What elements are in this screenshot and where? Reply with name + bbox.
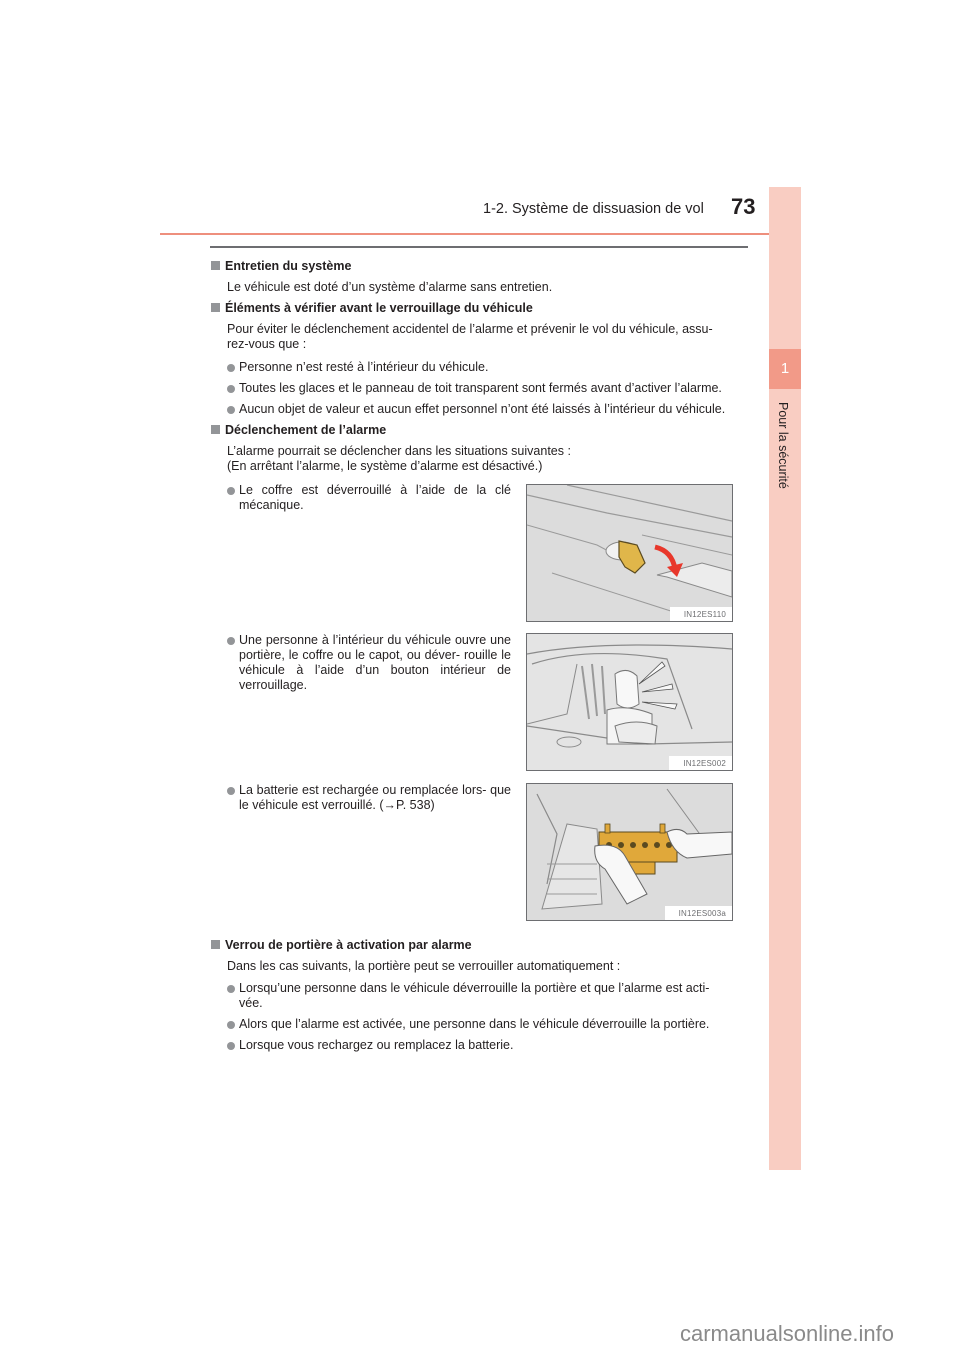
list-item-text: Lorsqu’une personne dans le véhicule déverrouille la portière et que l’alarme est acti- xyxy=(239,981,710,995)
round-bullet-icon xyxy=(227,1042,235,1050)
round-bullet-icon xyxy=(227,406,235,414)
list-item xyxy=(227,981,709,996)
list-item-text: Le coffre est déverrouillé à l’aide de la clé mécanique. xyxy=(239,483,511,512)
header-rule xyxy=(160,233,800,235)
paragraph: Le véhicule est doté d’un système d’alarme sans entretien. xyxy=(227,280,553,294)
chapter-side-tab xyxy=(769,187,801,1170)
list-item xyxy=(227,360,488,375)
list-item-continuation: vée. xyxy=(239,996,263,1010)
chapter-label: Pour la sécurité xyxy=(776,402,790,489)
list-item xyxy=(227,381,722,396)
square-bullet-icon xyxy=(211,261,220,270)
round-bullet-icon xyxy=(227,985,235,993)
figure-code: IN12ES110 xyxy=(670,607,732,621)
paragraph-line: rez-vous que : xyxy=(227,337,307,351)
chapter-number: 1 xyxy=(769,349,801,389)
heading-text: Éléments à vérifier avant le verrouillage du véhicule xyxy=(225,301,533,315)
heading-text: Verrou de portière à activation par alarme xyxy=(225,938,472,952)
section-title: 1-2. Système de dissuasion de vol xyxy=(483,201,704,217)
content-rule xyxy=(210,246,748,248)
trunk-lock-illustration xyxy=(527,485,732,621)
list-item-text: La batterie est rechargée ou remplacée lors- que le véhicule est verrouillé. (→P. 538) xyxy=(239,783,511,812)
heading-text: Déclenchement de l’alarme xyxy=(225,423,387,437)
list-item xyxy=(227,483,511,513)
list-item xyxy=(227,1038,513,1053)
round-bullet-icon xyxy=(227,385,235,393)
battery-illustration xyxy=(527,784,732,920)
section-heading-declenchement xyxy=(211,423,386,437)
heading-text: Entretien du système xyxy=(225,259,352,273)
round-bullet-icon xyxy=(227,487,235,495)
figure-code: IN12ES002 xyxy=(669,756,732,770)
list-item-text: Alors que l’alarme est activée, une personne dans le véhicule déverrouille la portière. xyxy=(239,1017,710,1031)
paragraph-line: Pour éviter le déclenchement accidentel de l’alarme et prévenir le vol du véhicule, assu- xyxy=(227,322,713,336)
section-heading-entretien xyxy=(211,259,351,273)
figure-battery-replacement xyxy=(526,783,733,921)
square-bullet-icon xyxy=(211,425,220,434)
list-item-text: Personne n’est resté à l’intérieur du véhicule. xyxy=(239,360,489,374)
figure-mechanical-key xyxy=(526,484,733,622)
list-item xyxy=(227,633,511,693)
list-item-text: Toutes les glaces et le panneau de toit transparent sont fermés avant d’activer l’alarme. xyxy=(239,381,722,395)
watermark: carmanualsonline.info xyxy=(680,1321,895,1346)
round-bullet-icon xyxy=(227,637,235,645)
square-bullet-icon xyxy=(211,303,220,312)
paragraph-line: (En arrêtant l’alarme, le système d’alarme est désactivé.) xyxy=(227,459,543,473)
round-bullet-icon xyxy=(227,1021,235,1029)
car-door-illustration xyxy=(527,634,732,770)
figure-person-opening-door xyxy=(526,633,733,771)
paragraph: Dans les cas suivants, la portière peut se verrouiller automatiquement : xyxy=(227,959,621,973)
list-item-text: Lorsque vous rechargez ou remplacez la batterie. xyxy=(239,1038,514,1052)
round-bullet-icon xyxy=(227,787,235,795)
figure-code: IN12ES003a xyxy=(665,906,732,920)
list-item xyxy=(227,1017,709,1032)
round-bullet-icon xyxy=(227,364,235,372)
paragraph-line: L’alarme pourrait se déclencher dans les situations suivantes : xyxy=(227,444,571,458)
page-number: 73 xyxy=(731,194,756,219)
section-heading-verrou-portiere xyxy=(211,938,472,952)
list-item-text: Aucun objet de valeur et aucun effet personnel n’ont été laissés à l’intérieur du véhicule. xyxy=(239,402,726,416)
list-item xyxy=(227,402,725,417)
list-item xyxy=(227,783,511,813)
section-heading-elements-a-verifier xyxy=(211,301,533,315)
list-item-text: Une personne à l’intérieur du véhicule ouvre une portière, le coffre ou le capot, ou déver- rouille le véhicule à l’aide d’un bouton intérieur de verrouillage. xyxy=(239,633,511,692)
square-bullet-icon xyxy=(211,940,220,949)
